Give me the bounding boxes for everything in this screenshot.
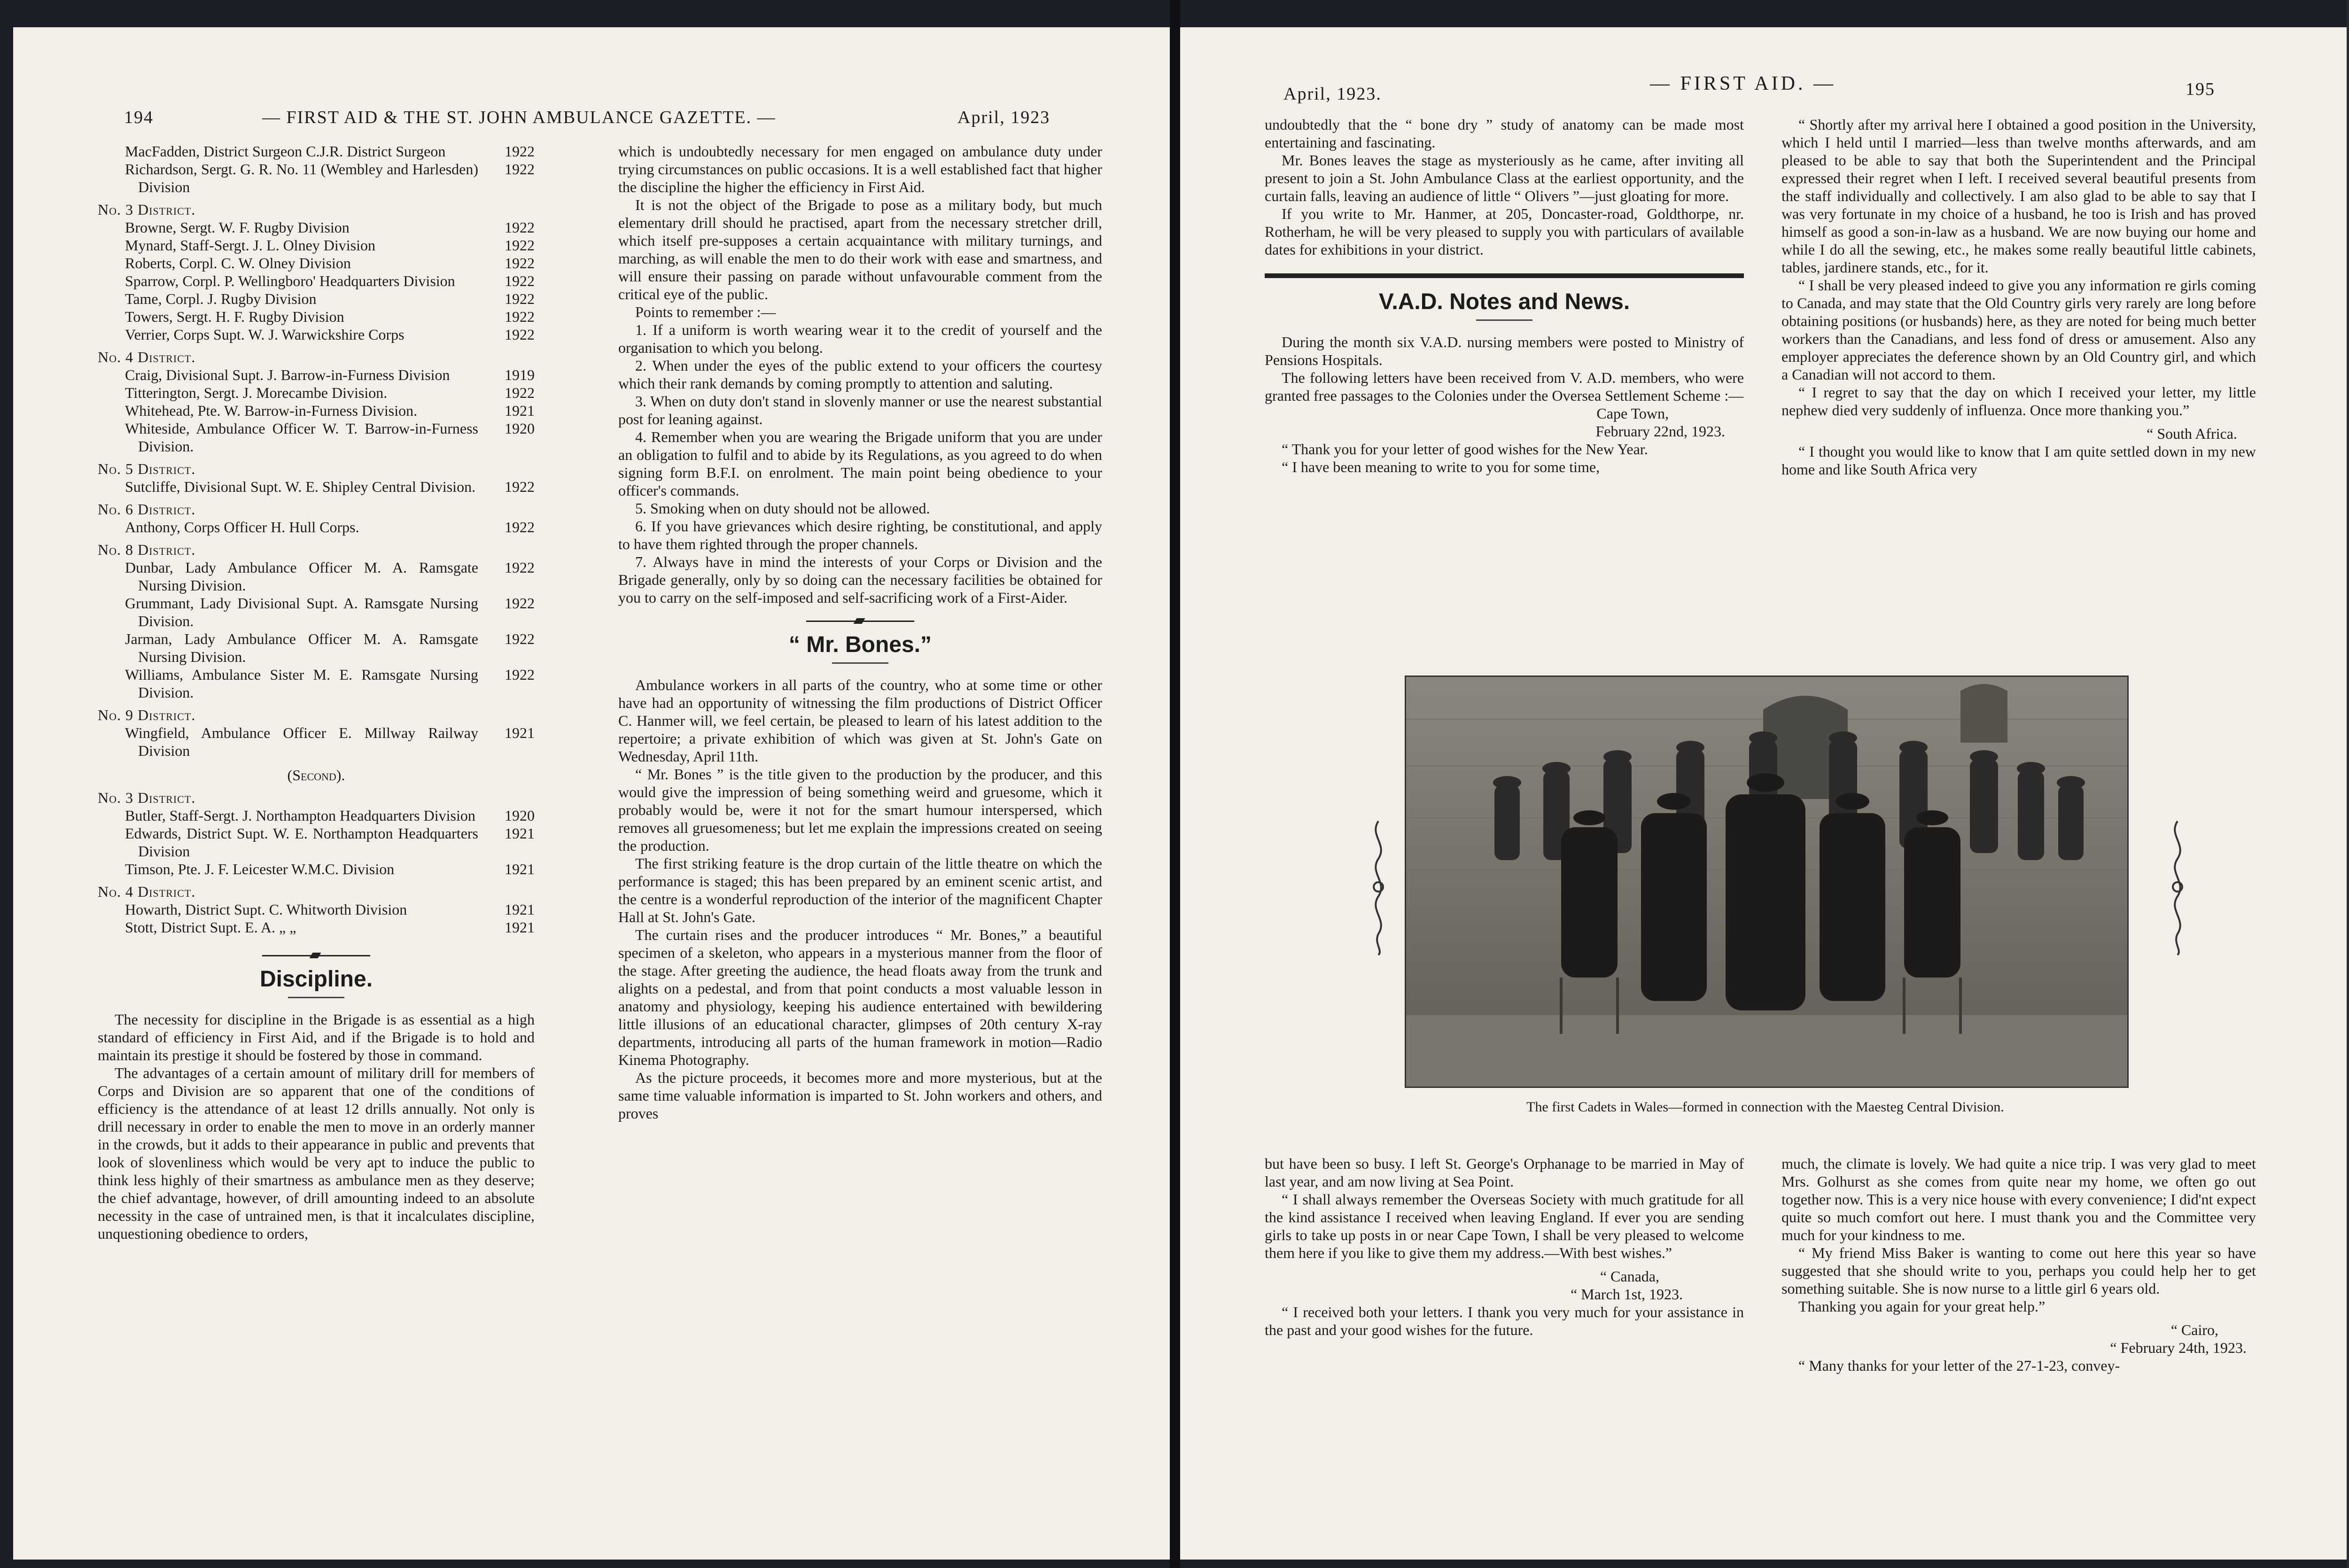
right-col2-top bbox=[1781, 116, 2256, 478]
honour-entry bbox=[98, 419, 535, 455]
letter-date-canada: “ March 1st, 1923. bbox=[1570, 1286, 1683, 1303]
paragraph: Thanking you again for your great help.” bbox=[1798, 1298, 2046, 1315]
honour-entry bbox=[98, 900, 535, 918]
paragraph: “ Shortly after my arrival here I obtained a good position in the University, which I held until I married—less than twelve months afterwards, and am pleased to be able to say that both the Superintendent and the Principal expressed their regret when I left. I received several beautiful presents from the staff individually and collectively. I am also glad to be able to say that I was very fortunate in my choice of a husband, he too is Irish and has proved himself as good a son-in-law as a husband. We are now buying our home and while I do all the sewing, etc., he makes some really beautiful little cabinets, tables, jardinere stands, etc., for it. bbox=[1781, 116, 2256, 276]
honour-entry bbox=[98, 308, 535, 326]
paragraph: but have been so busy. I left St. George's Orphanage to be married in May of last year, and am now living at Sea Point. bbox=[1265, 1155, 1744, 1190]
honour-name: Wingfield, Ambulance Officer E. Millway Railway Division bbox=[125, 724, 478, 759]
honour-entry bbox=[98, 272, 535, 290]
district-heading: No. 6 District. bbox=[98, 501, 196, 518]
section-rule bbox=[1265, 273, 1744, 278]
paragraph: “ I shall always remember the Overseas Society with much gratitude for all the kind assistance I received when leaving England. If ever you are sending girls to take up posts in or near Cape Town, I shall be very pleased to welcome them here if you like to give them my address.—With best wishes.” bbox=[1265, 1191, 1744, 1261]
honour-name: Whiteside, Ambulance Officer W. T. Barrow-in-Furness Division. bbox=[125, 420, 478, 455]
honour-name: MacFadden, District Surgeon C.J.R. District Surgeon bbox=[125, 143, 446, 160]
vad-body bbox=[1265, 333, 1744, 404]
letter-cairo-start: “ Many thanks for your letter of the 27-1-23, convey- bbox=[1798, 1357, 2120, 1374]
left-page bbox=[13, 27, 1170, 1560]
honour-name: Whitehead, Pte. W. Barrow-in-Furness Division. bbox=[125, 402, 418, 419]
right-col1-top bbox=[1265, 116, 1744, 476]
honour-name: Verrier, Corps Supt. W. J. Warwickshire Corps bbox=[125, 326, 404, 343]
honour-entry bbox=[98, 142, 535, 160]
paragraph: Ambulance workers in all parts of the country, who at some time or other have had an opportunity of witnessing the film productions of District Officer C. Hanmer will, we feel certain, be pleased to learn of his latest addition to the repertoire; a private exhibition of which was given at St. John's Gate on Wednesday, April 11th. bbox=[618, 676, 1102, 765]
honour-year: 1922 bbox=[505, 237, 535, 254]
honour-name: Williams, Ambulance Sister M. E. Ramsgate Nursing Division. bbox=[125, 666, 478, 701]
paragraph: much, the climate is lovely. We had quite a nice trip. I was very glad to meet Mrs. Golhurst as she comes from quite near my home, we often go out together now. This is a very nice house with every convenience; I did'nt expect quite so much comfort out here. I must thank you and the Committee very much for your kindness to me. bbox=[1781, 1155, 2256, 1243]
honour-entry bbox=[98, 160, 535, 196]
honour-entry bbox=[98, 254, 535, 272]
cadets-photo-illustration bbox=[1406, 677, 2127, 1087]
honour-entry bbox=[98, 666, 535, 701]
honour-entry bbox=[98, 518, 535, 536]
letter-place-cairo: “ Cairo, bbox=[2170, 1321, 2218, 1338]
honour-entry bbox=[98, 918, 535, 936]
paragraph: which is undoubtedly necessary for men engaged on ambulance duty under trying circumstances on public occasions. It is a well established fact that higher the discipline the higher the efficiency in First Aid. bbox=[618, 143, 1102, 195]
honour-entry bbox=[98, 824, 535, 860]
discipline-title: Discipline. bbox=[259, 967, 373, 992]
right-col2-bottom bbox=[1781, 1155, 2256, 1374]
honour-year: 1922 bbox=[505, 290, 535, 307]
honour-entry bbox=[98, 478, 535, 496]
letter-south-africa-start: “ I thought you would like to know that I am quite settled down in my new home and like South Africa very bbox=[1781, 443, 2256, 478]
honour-name: Anthony, Corps Officer H. Hull Corps. bbox=[125, 519, 359, 536]
discipline-continued bbox=[618, 142, 1102, 606]
honour-year: 1922 bbox=[505, 519, 535, 536]
letter-place-capetown: Cape Town, bbox=[1596, 405, 1669, 422]
section-divider bbox=[262, 955, 370, 956]
paragraph: The following letters have been received from V. A.D. members, who were granted free passages to the Colonies under the Oversea Settlement Scheme :— bbox=[1265, 369, 1744, 404]
honours-districts bbox=[98, 201, 535, 760]
honour-entry bbox=[98, 326, 535, 343]
honour-name: Tame, Corpl. J. Rugby Division bbox=[125, 290, 317, 307]
page-number-right: 195 bbox=[2186, 79, 2215, 99]
honour-name: Butler, Staff-Sergt. J. Northampton Headquarters Division bbox=[125, 807, 475, 824]
title-underline bbox=[1476, 319, 1532, 321]
honour-name: Towers, Sergt. H. F. Rugby Division bbox=[125, 308, 344, 325]
honour-year: 1921 bbox=[505, 901, 535, 918]
mr-bones-title: “ Mr. Bones.” bbox=[788, 632, 932, 657]
ornament-right bbox=[2163, 816, 2192, 957]
paragraph: “ I have been meaning to write to you for some time, bbox=[1282, 458, 1600, 475]
honour-entry bbox=[98, 594, 535, 630]
running-title-right: — FIRST AID. — bbox=[1650, 73, 1836, 94]
honour-year: 1921 bbox=[505, 919, 535, 936]
honour-year: 1922 bbox=[505, 478, 535, 495]
honour-year: 1922 bbox=[505, 384, 535, 401]
honour-name: Mynard, Staff-Sergt. J. L. Olney Division bbox=[125, 237, 375, 254]
honour-year: 1920 bbox=[505, 807, 535, 824]
honour-year: 1921 bbox=[505, 825, 535, 842]
honour-year: 1922 bbox=[505, 559, 535, 576]
honour-year: 1920 bbox=[505, 420, 535, 437]
second-label: (Second). bbox=[287, 767, 345, 784]
paragraph: The necessity for discipline in the Brigade is as essential as a high standard of efficiency in First Aid, and if the Brigade is to hold and maintain its prestige it should be fostered by those in command. bbox=[98, 1011, 535, 1063]
honour-year: 1921 bbox=[505, 861, 535, 877]
honour-name: Dunbar, Lady Ambulance Officer M. A. Ramsgate Nursing Division. bbox=[125, 559, 478, 594]
title-underline bbox=[832, 662, 888, 664]
honour-year: 1921 bbox=[505, 402, 535, 419]
honour-name: Edwards, District Supt. W. E. Northampton Headquarters Division bbox=[125, 825, 478, 860]
honour-name: Sutcliffe, Divisional Supt. W. E. Shipley Central Division. bbox=[125, 478, 476, 495]
paragraph: “ I shall be very pleased indeed to give you any information re girls coming to Canada, and may state that the Old Country girls very rarely are long before obtaining positions (or husbands) here, as they are noted for being much better workers than the Canadians, and less fond of dress or amusement. Also any employer appreciates the deference shown by an Old Country girl, and which a Canadian will not accord to them. bbox=[1781, 277, 2256, 383]
honour-year: 1922 bbox=[505, 326, 535, 343]
honour-name: Roberts, Corpl. C. W. Olney Division bbox=[125, 255, 351, 272]
cadets-photograph bbox=[1405, 675, 2129, 1088]
letter-canada-continued bbox=[1781, 116, 2256, 419]
book-edge-shadow bbox=[2347, 0, 2349, 1568]
photo-caption: The first Cadets in Wales—formed in connection with the Maesteg Central Division. bbox=[1526, 1099, 2004, 1115]
paragraph: Mr. Bones leaves the stage as mysteriously as he came, after inviting all present to join a St. John Ambulance Class at the earliest opportunity, and the curtain falls, leaving an audience of little “ Olivers ”—just gloating for more. bbox=[1265, 152, 1744, 204]
honour-year: 1919 bbox=[505, 366, 535, 383]
district-heading: No. 4 District. bbox=[98, 883, 196, 900]
paragraph: 7. Always have in mind the interests of your Corps or Division and the Brigade generally, only by so doing can the necessary facilities be obtained for you to carry on the self-imposed and self-sacrificing work of a First-Aider. bbox=[618, 553, 1102, 606]
honour-name: Richardson, Sergt. G. R. No. 11 (Wembley and Harlesden) Division bbox=[125, 161, 478, 195]
honour-year: 1922 bbox=[505, 308, 535, 325]
paragraph: If you write to Mr. Hanmer, at 205, Doncaster-road, Goldthorpe, nr. Rotherham, he will be very pleased to supply you with particulars of available dates for exhibitions in your district. bbox=[1265, 205, 1744, 258]
honour-name: Sparrow, Corpl. P. Wellingboro' Headquarters Division bbox=[125, 272, 455, 289]
honour-year: 1922 bbox=[505, 255, 535, 272]
honour-name: Titterington, Sergt. J. Morecambe Division. bbox=[125, 384, 388, 401]
running-date-left: April, 1923 bbox=[957, 108, 1050, 127]
honour-year: 1922 bbox=[505, 666, 535, 683]
paragraph: “ Thank you for your letter of good wishes for the New Year. bbox=[1282, 441, 1648, 458]
discipline-continued-column bbox=[618, 142, 1102, 1122]
honour-entry bbox=[98, 724, 535, 760]
district-heading: No. 4 District. bbox=[98, 349, 196, 365]
honour-year: 1922 bbox=[505, 161, 535, 178]
paragraph: Points to remember :— bbox=[635, 303, 776, 320]
honour-year: 1922 bbox=[505, 272, 535, 289]
paragraph: During the month six V.A.D. nursing members were posted to Ministry of Pensions Hospitals. bbox=[1265, 334, 1744, 368]
honour-entry bbox=[98, 384, 535, 402]
letter-place-canada: “ Canada, bbox=[1600, 1268, 1659, 1285]
honour-name: Howarth, District Supt. C. Whitworth Division bbox=[125, 901, 407, 918]
district-heading: No. 9 District. bbox=[98, 706, 196, 723]
honour-year: 1922 bbox=[505, 595, 535, 612]
paragraph: 5. Smoking when on duty should not be allowed. bbox=[635, 500, 930, 517]
paragraph: 3. When on duty don't stand in slovenly manner or use the nearest substantial post for leaning against. bbox=[618, 393, 1102, 427]
paragraph: 2. When under the eyes of the public extend to your officers the courtesy which their rank demands by coming promptly to attention and saluting. bbox=[618, 357, 1102, 392]
paragraph: “ Mr. Bones ” is the title given to the production by the producer, and this would give the impression of being something weird and gruesome, which it probably would be, were it not for the smart humour interspersed, which removes all gruesomeness; but let me explain the impressions created on seeing the production. bbox=[618, 766, 1102, 854]
letter-capetown-start bbox=[1265, 440, 1744, 476]
paragraph: It is not the object of the Brigade to pose as a military body, but much elementary drill should he practised, apart from the necessary stretcher drill, which itself pre-supposes a certain acquaintance with military turnings, and marching, as will enable the men to do their work with ease and smartness, and will ensure their passing on parade without unfavourable comment from the critical eye of the public. bbox=[618, 196, 1102, 303]
honour-year: 1922 bbox=[505, 630, 535, 647]
ornament-left bbox=[1364, 816, 1392, 957]
mr-bones-conclusion bbox=[1265, 116, 1744, 258]
paragraph: “ My friend Miss Baker is wanting to come out here this year so have suggested that she should write to you, perhaps you could help her to get something suitable. She is now nurse to a little girl 6 years old. bbox=[1781, 1244, 2256, 1297]
honour-year: 1922 bbox=[505, 219, 535, 236]
honours-column bbox=[98, 142, 535, 1242]
honour-entry bbox=[98, 630, 535, 666]
honour-entry bbox=[98, 402, 535, 419]
letter-south-africa-continued bbox=[1781, 1155, 2256, 1315]
title-underline bbox=[288, 997, 344, 998]
honour-entry bbox=[98, 807, 535, 824]
honour-entry bbox=[98, 559, 535, 594]
letter-place-south-africa: “ South Africa. bbox=[2147, 425, 2237, 442]
right-col1-bottom bbox=[1265, 1155, 1744, 1339]
paragraph: The first striking feature is the drop curtain of the little theatre on which the performance is staged; this has been prepared by an eminent scenic artist, and the centre is a wonderful reproduction of the interior of the magnificent Chapter Hall at St. John's Gate. bbox=[618, 855, 1102, 925]
paragraph: 1. If a uniform is worth wearing wear it to the credit of yourself and the organisation to which you belong. bbox=[618, 321, 1102, 356]
honour-year: 1922 bbox=[505, 143, 535, 160]
letter-date-capetown: February 22nd, 1923. bbox=[1595, 423, 1725, 440]
mr-bones-body bbox=[618, 676, 1102, 1122]
honour-name: Timson, Pte. J. F. Leicester W.M.C. Division bbox=[125, 861, 395, 877]
district-heading: No. 3 District. bbox=[98, 201, 196, 218]
district-heading: No. 8 District. bbox=[98, 541, 196, 558]
honours-list-top bbox=[98, 142, 535, 196]
paragraph: “ I regret to say that the day on which I received your letter, my little nephew died very suddenly of influenza. Once more thanking you.” bbox=[1781, 384, 2256, 419]
honour-name: Stott, District Supt. E. A. „ „ bbox=[125, 919, 296, 936]
honour-name: Browne, Sergt. W. F. Rugby Division bbox=[125, 219, 350, 236]
book-spine bbox=[1170, 0, 1180, 1568]
honour-year: 1921 bbox=[505, 724, 535, 741]
paragraph: As the picture proceeds, it becomes more and more mysterious, but at the same time valuable information is imparted to St. John workers and others, and proves bbox=[618, 1069, 1102, 1122]
letter-date-cairo: “ February 24th, 1923. bbox=[2110, 1339, 2247, 1356]
letter-canada-start: “ I received both your letters. I thank you very much for your assistance in the past and your good wishes for the future. bbox=[1265, 1304, 1744, 1338]
paragraph: 4. Remember when you are wearing the Brigade uniform that you are under an obligation to fulfil and to abide by its Regulations, as you agreed to do when signing form B.F.I. on enrolment. The main point being obedience to your officer's commands. bbox=[618, 428, 1102, 499]
paragraph: The curtain rises and the producer introduces “ Mr. Bones,” a beautiful specimen of a skeleton, who appears in a mysterious manner from the floor of the stage. After greeting the audience, the head floats away from the trunk and alights on a pedestal, and from that point conducts a most valuable lesson in anatomy and physiology, keeping his audience entertained with bewildering little illusions of an educational character, glimpses of 20th century X-ray departments, introducing all parts of the human framework in motion—Radio Kinema Photography. bbox=[618, 926, 1102, 1068]
honours-districts-second bbox=[98, 789, 535, 936]
section-divider bbox=[806, 621, 914, 622]
honour-name: Craig, Divisional Supt. J. Barrow-in-Furness Division bbox=[125, 366, 450, 383]
honour-name: Grummant, Lady Divisional Supt. A. Ramsgate Nursing Division. bbox=[125, 595, 478, 629]
honour-entry bbox=[98, 366, 535, 384]
discipline-body bbox=[98, 1010, 535, 1242]
paragraph: undoubtedly that the “ bone dry ” study of anatomy can be made most entertaining and fascinating. bbox=[1265, 116, 1744, 151]
page-number-left: 194 bbox=[124, 108, 154, 127]
running-date-right: April, 1923. bbox=[1283, 84, 1382, 104]
honour-entry bbox=[98, 860, 535, 878]
paragraph: The advantages of a certain amount of military drill for members of Corps and Division are so apparent that one of the conditions of efficiency is the attendance of at least 12 drills annually. Not only is drill necessary in order to enable the men to move in an orderly manner in the crowds, but it adds to their appearance in public and prevents that look of slovenliness which would be very apt to induce the public to think less highly of their smartness as ambulance men as they deserve; the chief advantage, however, of drill amounting indeed to an absolute necessity in the case of untrained men, is that it incalculates discipline, unquestioning obedience to orders, bbox=[98, 1064, 535, 1242]
letter-capetown-continued bbox=[1265, 1155, 1744, 1262]
running-title-left: — FIRST AID & THE ST. JOHN AMBULANCE GAZETTE. — bbox=[262, 108, 776, 127]
right-page bbox=[1180, 27, 2349, 1560]
district-heading: No. 5 District. bbox=[98, 460, 196, 477]
honour-name: Jarman, Lady Ambulance Officer M. A. Ramsgate Nursing Division. bbox=[125, 630, 478, 665]
honour-entry bbox=[98, 236, 535, 254]
honour-entry bbox=[98, 218, 535, 236]
honour-entry bbox=[98, 290, 535, 308]
district-heading: No. 3 District. bbox=[98, 789, 196, 806]
vad-title: V.A.D. Notes and News. bbox=[1378, 289, 1630, 314]
paragraph: 6. If you have grievances which desire righting, be constitutional, and apply to have them righted through the proper channels. bbox=[618, 518, 1102, 552]
